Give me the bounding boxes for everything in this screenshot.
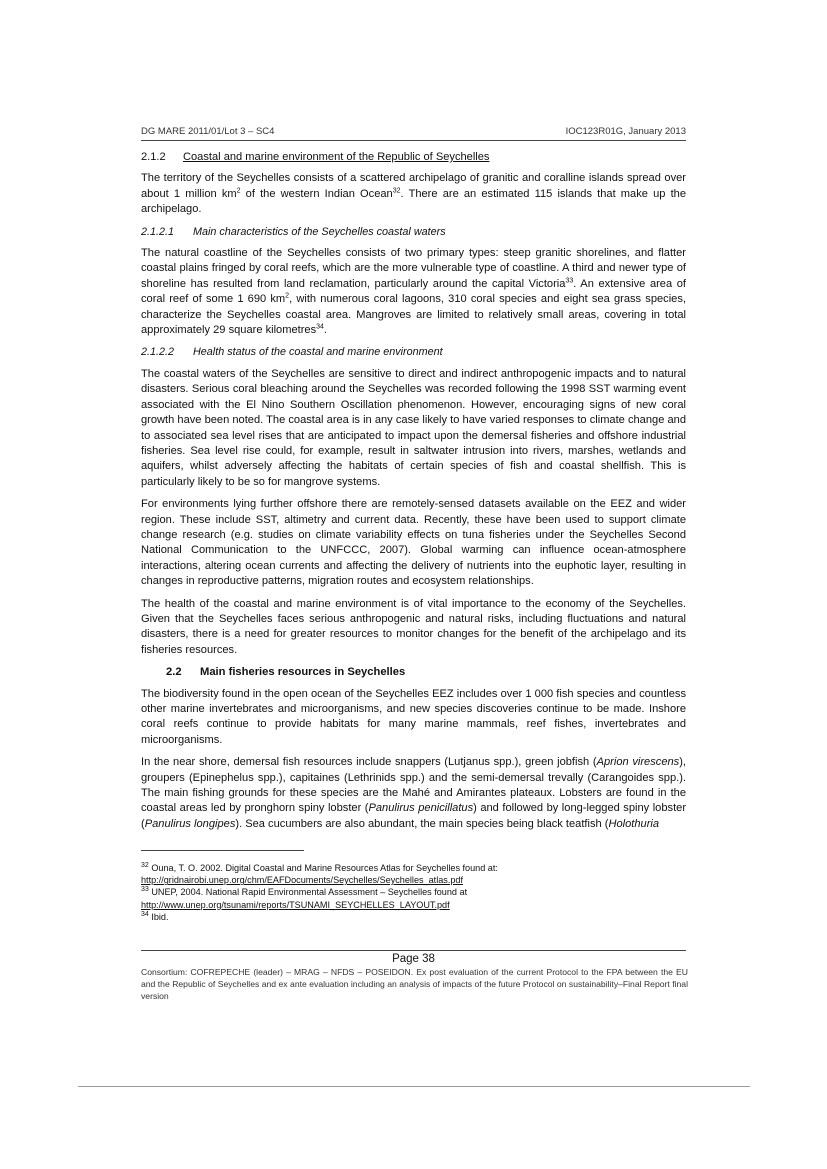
footnote-33-link-line bbox=[141, 899, 686, 911]
footnote-ref[interactable]: 34 bbox=[316, 323, 324, 331]
text-run: The territory of the Seychelles consists of a scattered archipelago of granitic and coralline islands spread over about 1 million km bbox=[141, 172, 686, 200]
text-run: ). Sea cucumbers are also abundant, the main species being black teatfish ( bbox=[235, 817, 609, 830]
footnote-ref[interactable]: 33 bbox=[565, 277, 574, 285]
section-heading-2-2 bbox=[141, 665, 686, 680]
paragraph: For environments lying further offshore there are remotely-sensed datasets available on the EEZ and wider region. These include SST, altimetry and current data. Recently, these have been used to support climate change research (e.g. studies on climate variability effects on tuna fisheries under the Seychelles Second National Communication to the UNFCCC, 2007). Global warming can influence ocean-atmosphere interactions, altering ocean currents and affecting the delivery of nutrients into the euphotic layer, resulting in changes in reproductive patterns, migration routes and ecosystem relationships. bbox=[141, 498, 686, 588]
footnote-34 bbox=[141, 911, 686, 923]
species-name: Holothuria bbox=[608, 817, 660, 830]
text-run: ) and followed by long-legged spiny lobster ( bbox=[141, 802, 687, 830]
subsection-number: 2.1.2.1 bbox=[141, 225, 175, 238]
species-name: Aprion virescens bbox=[596, 756, 680, 769]
paragraph bbox=[141, 171, 686, 217]
footnote-text: UNEP, 2004. National Rapid Environmental Assessment – Seychelles found at bbox=[148, 887, 468, 898]
footnote-divider bbox=[141, 850, 304, 851]
text-run: . bbox=[323, 324, 328, 337]
paragraph: The biodiversity found in the open ocean of the Seychelles EEZ includes over 1 000 fish species and countless other marine invertebrates and microorganisms, and new species discoveries continue to be made. Inshore coral reefs continue to provide habitats for many marine mammals, reef fishes, invertebrates and microorganisms. bbox=[141, 687, 686, 746]
footnotes bbox=[141, 862, 686, 923]
footnote-text: Ouna, T. O. 2002. Digital Coastal and Marine Resources Atlas for Seychelles found at: bbox=[148, 863, 498, 873]
section-title: Coastal and marine environment of the Republic of Seychelles bbox=[183, 151, 490, 163]
header-report-id: IOC123R01G, January 2013 bbox=[565, 126, 686, 137]
running-header bbox=[141, 126, 686, 140]
text-run: . An extensive area of coral reef of some 1 690 km bbox=[141, 277, 686, 306]
paragraph: The health of the coastal and marine environment is of vital importance to the economy of the Seychelles. Given that the Seychelles faces serious anthropogenic and natural risks, including fluctuations and natural disasters, there is a need for greater resources to monitor changes for the benefit of the archipelago and its fisheries resources. bbox=[141, 597, 686, 656]
section-number: 2.1.2 bbox=[141, 151, 166, 163]
page-number: Page 38 bbox=[392, 953, 435, 965]
footnote-number: 33 bbox=[141, 886, 149, 894]
paragraph bbox=[141, 755, 686, 832]
footnote-number: 34 bbox=[141, 910, 149, 918]
subsection-heading-2-1-2-2 bbox=[141, 345, 686, 360]
footer-divider bbox=[141, 950, 686, 951]
section-heading-2-1-2 bbox=[141, 150, 686, 165]
paragraph: The coastal waters of the Seychelles are sensitive to direct and indirect anthropogenic impacts and to natural disasters. Serious coral bleaching around the Seychelles was recorded following the 1998 SST warming event associated with the El Nino Southern Oscillation phenomenon. However, encouraging signs of new coral growth have been noted. The coastal area is in any case likely to have varied responses to climate change and to associated sea level rises that are anticipated to impact upon the demersal fisheries and offshore industrial fisheries. Sea level rise could, for example, result in saltwater intrusion into rivers, marshes, wetlands and aquifers, whilst adversely affecting the habitats of certain species of fish and coastal shellfish. This is particularly likely to be so for mangrove systems. bbox=[141, 367, 686, 488]
superscript: 2 bbox=[236, 187, 241, 195]
header-divider bbox=[141, 140, 686, 141]
footnote-text: Ibid. bbox=[148, 911, 169, 922]
text-run: , with numerous coral lagoons, 310 coral species and eight sea grass species, characterize the Seychelles coastal area. Mangroves are limited to relatively small areas, covering in total approximately 29 square kilometres bbox=[141, 293, 686, 337]
section-title: Main fisheries resources in Seychelles bbox=[200, 666, 406, 679]
text-run: of the western Indian Ocean bbox=[240, 187, 393, 200]
header-reference: DG MARE 2011/01/Lot 3 – SC4 bbox=[141, 126, 275, 137]
subsection-heading-2-1-2-1 bbox=[141, 225, 686, 240]
main-content bbox=[141, 150, 686, 839]
species-name: Panulirus longipes bbox=[144, 817, 236, 830]
footnote-link[interactable]: http://www.unep.org/tsunami/reports/TSUNAMI_SEYCHELLES_LAYOUT.pdf bbox=[141, 899, 450, 910]
subsection-title: Main characteristics of the Seychelles coastal waters bbox=[193, 225, 446, 238]
footnote-32-link-line bbox=[141, 874, 686, 886]
subsection-title: Health status of the coastal and marine environment bbox=[193, 346, 443, 359]
text-run: . There are an estimated 115 islands that make up the archipelago. bbox=[141, 187, 687, 216]
subsection-number: 2.1.2.2 bbox=[141, 346, 175, 359]
superscript: 2 bbox=[285, 292, 290, 300]
text-run: ), groupers (Epinephelus spp.), capitaines (Lethrinids spp.) and the semi-demersal trevally (Carangoides spp.). The main fishing grounds for these species are the Mahé and Amirantes plateaux. Lobsters are found in the coastal areas led by pronghorn spiny lobster ( bbox=[141, 756, 686, 815]
page-bottom-line bbox=[78, 1086, 750, 1087]
section-number: 2.2 bbox=[166, 666, 182, 679]
text-run: In the near shore, demersal fish resources include snappers (Lutjanus spp.), green jobfish ( bbox=[141, 756, 597, 769]
footnote-ref[interactable]: 32 bbox=[392, 187, 401, 195]
footnote-32 bbox=[141, 862, 686, 874]
footnote-33 bbox=[141, 886, 686, 898]
paragraph bbox=[141, 246, 686, 338]
footnote-link[interactable]: http://gridnairobi.unep.org/chm/EAFDocuments/Seychelles/Seychelles_atlas.pdf bbox=[141, 875, 463, 886]
species-name: Panulirus penicillatus bbox=[368, 802, 474, 815]
text-run: The natural coastline of the Seychelles consists of two primary types: steep granitic shorelines, and flatter coastal plains fringed by coral reefs, which are the more vulnerable type of coastline. A third and newer type of shoreline has resulted from land reclamation, particularly around the capital Victoria bbox=[141, 247, 686, 290]
footnote-number: 32 bbox=[141, 861, 149, 869]
consortium-footer: Consortium: COFREPECHE (leader) – MRAG – NFDS – POSEIDON. Ex post evaluation of the current Protocol to the FPA between the EU and the Republic of Seychelles and ex ante evaluation including an analysis of impacts of the future Protocol on sustainability–Final Report final version bbox=[141, 967, 688, 1002]
